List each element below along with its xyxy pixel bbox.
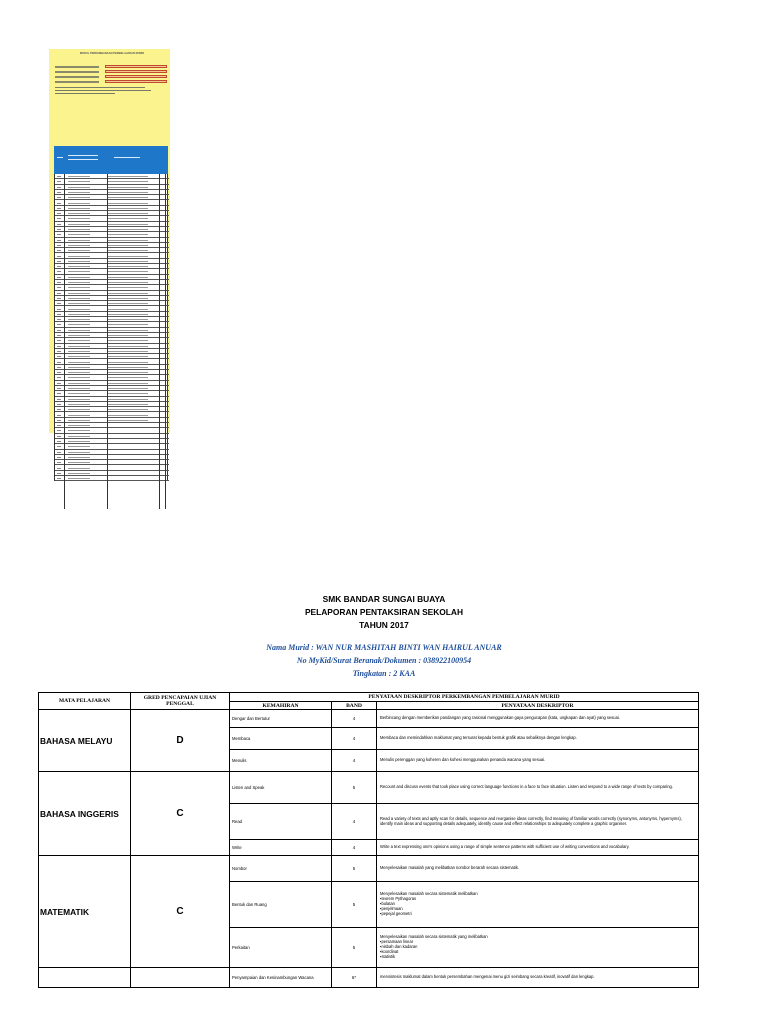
- table-row: [39, 968, 699, 988]
- thumbnail-title: MODUL PERKEMBANGAN PEMBELAJARAN MURID: [79, 52, 145, 55]
- subject-grade: D: [131, 710, 230, 772]
- descriptor-cell: [377, 804, 699, 840]
- thumbnail-field: [55, 75, 167, 79]
- header-band: BAND: [332, 702, 377, 710]
- band-cell: 5: [332, 856, 377, 882]
- skill-cell: Dengar dan Bertutur: [230, 710, 332, 728]
- descriptor-text: Menulis perenggan yang koheren dan kohesi menggunakan penanda wacana yang sesuai.: [380, 757, 546, 763]
- band-cell: 4: [332, 804, 377, 840]
- band-cell: 6*: [332, 968, 377, 988]
- descriptor-cell: [377, 928, 699, 968]
- band-cell: 4: [332, 710, 377, 728]
- subject-name: BAHASA MELAYU: [39, 710, 131, 772]
- student-id: No MyKid/Surat Beranak/Dokumen : 038922100954: [296, 656, 472, 665]
- thumbnail-field: [55, 65, 167, 69]
- descriptor-cell: [377, 840, 699, 856]
- descriptor-cell: [377, 856, 699, 882]
- thumbnail-field: [55, 80, 167, 84]
- descriptor-bullets: [380, 940, 695, 960]
- table-body: [39, 710, 699, 988]
- descriptor-text: Menyelesaikan masalah secara sistematik melibatkan: [380, 891, 478, 897]
- descriptor-table: [38, 692, 699, 988]
- descriptor-bullet: ▪ koordinat: [380, 950, 695, 955]
- band-cell: 4: [332, 750, 377, 772]
- descriptor-bullet: ▪ teorem Pythagoras: [380, 897, 695, 902]
- descriptor-text: Write a text expressing one's opinions using a range of simple sentence patterns with sufficient use of writing conventions and vocabulary.: [380, 844, 630, 850]
- band-cell: 4: [332, 728, 377, 750]
- skill-cell: Membaca: [230, 728, 332, 750]
- table-row: [39, 772, 699, 804]
- subject-grade: C: [131, 856, 230, 968]
- descriptor-bullet: ▪ penjelmaan: [380, 907, 695, 912]
- descriptor-bullet: ▪ pepejal geometri: [380, 912, 695, 917]
- thumbnail-grid-body: [54, 174, 168, 481]
- descriptor-text: Recount and discuss events that took place using correct language functions in a face to face situation. Listen and respond to a wide range of texts by comparing.: [380, 784, 673, 790]
- band-cell: 5: [332, 882, 377, 928]
- descriptor-bullet: ▪ nisbah dan kadaran: [380, 945, 695, 950]
- thumbnail-note: [55, 90, 151, 91]
- subject-name: BAHASA INGGERIS: [39, 772, 131, 856]
- report-title: PELAPORAN PENTAKSIRAN SEKOLAH: [304, 607, 464, 617]
- thumbnail-sheet: [49, 49, 170, 433]
- header-subject: MATA PELAJARAN: [39, 693, 131, 710]
- descriptor-bullet: ▪ statistik: [380, 955, 695, 960]
- school-name: SMK BANDAR SUNGAI BUAYA: [322, 594, 446, 604]
- skill-cell: Listen and Speak: [230, 772, 332, 804]
- thumbnail-note: [55, 93, 115, 94]
- descriptor-cell: [377, 750, 699, 772]
- descriptor-text: Membaca dan memindahkan maklumat yang tersurat kepada bentuk grafik atau sebaliknya dengan lengkap.: [380, 735, 577, 741]
- band-cell: 5: [332, 772, 377, 804]
- student-name: Nama Murid : WAN NUR MASHITAH BINTI WAN HAIRUL ANUAR: [266, 643, 502, 652]
- header-descriptor-group: PENYATAAN DESKRIPTOR PERKEMBANGAN PEMBELAJARAN MURID: [230, 693, 699, 702]
- table-row: [39, 710, 699, 728]
- skill-cell: Bentuk dan Ruang: [230, 882, 332, 928]
- header-descriptor: PENYATAAN DESKRIPTOR: [377, 702, 699, 710]
- descriptor-text: mensintesis maklumat dalam bentuk persembahan mengenai menu gizi seimbang secara kreatif, inovatif dan lengkap.: [380, 974, 595, 980]
- skill-cell: Perkaitan: [230, 928, 332, 968]
- thumbnail-field: [55, 70, 167, 74]
- thumbnail-grid: [54, 146, 168, 481]
- descriptor-bullet: ▪ persamaan linear: [380, 940, 695, 945]
- descriptor-text: Menyelesaikan masalah secara sistematik yang melibatkan: [380, 934, 488, 940]
- descriptor-bullets: [380, 897, 695, 917]
- skill-cell: Read: [230, 804, 332, 840]
- descriptor-cell: [377, 710, 699, 728]
- report-year: TAHUN 2017: [359, 620, 409, 630]
- header-grade: GRED PENCAPAIAN UJIAN PENGGAL: [131, 693, 230, 710]
- descriptor-cell: [377, 772, 699, 804]
- descriptor-text: Read a variety of texts and aptly scan for details, sequence and reorganise ideas correctly, find meaning of familiar words correctly (synonyms, antonyms, hypernyms), identify main ideas and supporting details adequately, identify cause and effect relationships to adequately complete a graphic organiser.: [380, 815, 682, 826]
- skill-cell: Write: [230, 840, 332, 856]
- band-cell: 4: [332, 840, 377, 856]
- thumbnail-grid-header: [54, 146, 168, 174]
- subject-grade: C: [131, 772, 230, 856]
- descriptor-text: Berbincang dengan memberikan pandangan yang rasional menggunakan gaya pengucapan (kata, ungkapan dan ayat) yang sesuai.: [380, 715, 620, 721]
- table-row: [39, 856, 699, 882]
- subject-name: MATEMATIK: [39, 856, 131, 968]
- header-skill: KEMAHIRAN: [230, 702, 332, 710]
- band-cell: 5: [332, 928, 377, 968]
- descriptor-text: Menyelesaikan masalah yang melibatkan nombor berarah secara sistematik.: [380, 865, 520, 871]
- skill-cell: Nombor: [230, 856, 332, 882]
- descriptor-cell: [377, 968, 699, 988]
- skill-cell: Menulis: [230, 750, 332, 772]
- thumbnail-row: [55, 476, 169, 481]
- descriptor-cell: [377, 882, 699, 928]
- skill-cell: Penyampaian dan Kesinambungan Wacana: [230, 968, 332, 988]
- subject-grade: [131, 968, 230, 988]
- student-form: Tingkatan : 2 KAA: [352, 669, 416, 678]
- descriptor-cell: [377, 728, 699, 750]
- thumbnail-note: [55, 87, 145, 88]
- descriptor-bullet: ▪ bulatan: [380, 902, 695, 907]
- subject-name: [39, 968, 131, 988]
